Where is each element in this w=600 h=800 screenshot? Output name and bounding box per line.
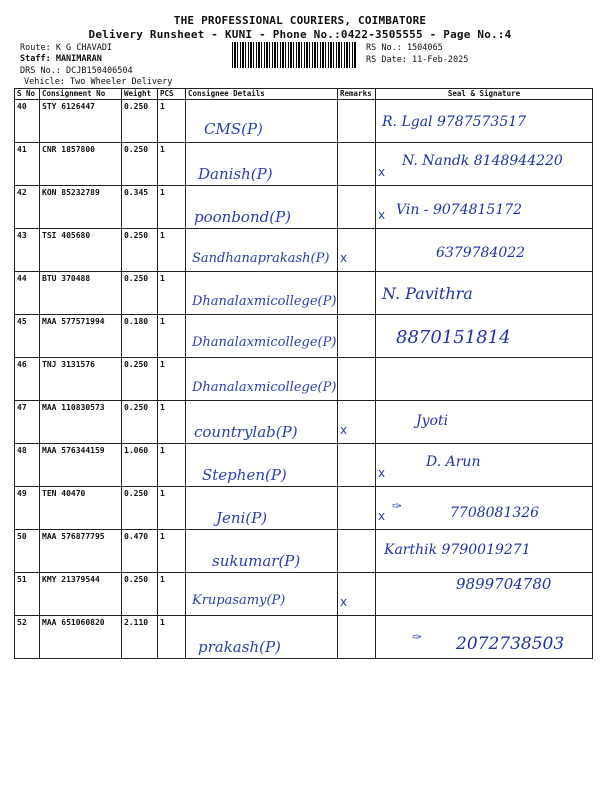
row-consignee <box>186 487 338 530</box>
row-weight: 0.250 <box>122 229 158 272</box>
row-pcs: 1 <box>158 358 186 401</box>
consignee-handwriting: countrylab(P) <box>194 423 298 441</box>
runsheet-title: THE PROFESSIONAL COURIERS, COIMBATORE <box>173 14 427 27</box>
row-signature <box>376 358 593 401</box>
table-row <box>15 100 593 143</box>
runsheet-subtitle: Delivery Runsheet - KUNI - Phone No.:0422-3505555 - Page No.:4 <box>88 28 512 41</box>
row-consignee <box>186 616 338 659</box>
row-pcs: 1 <box>158 186 186 229</box>
rs-number: RS No.: 1504065 <box>366 43 443 53</box>
stamp-icon: ✑ <box>392 499 403 513</box>
row-consignee <box>186 272 338 315</box>
table-row <box>15 315 593 358</box>
col-remarks: Remarks <box>338 89 376 100</box>
row-weight: 0.250 <box>122 573 158 616</box>
delivered-mark: x <box>340 595 348 609</box>
row-consignee <box>186 143 338 186</box>
delivered-mark: x <box>340 423 348 437</box>
row-sno: 45 <box>15 315 40 358</box>
row-consignee <box>186 444 338 487</box>
table-row <box>15 616 593 659</box>
row-consignee <box>186 229 338 272</box>
row-consignment: KMY 21379544 <box>40 573 122 616</box>
signature-handwriting: 9899704780 <box>456 575 552 593</box>
row-sno: 43 <box>15 229 40 272</box>
col-consignee: Consignee Details <box>186 89 338 100</box>
row-consignment: MAA 576344159 <box>40 444 122 487</box>
consignee-handwriting: prakash(P) <box>198 638 281 656</box>
table-row <box>15 186 593 229</box>
barcode <box>232 42 356 68</box>
row-pcs: 1 <box>158 401 186 444</box>
row-sno: 48 <box>15 444 40 487</box>
row-remarks <box>338 186 376 229</box>
row-sno: 42 <box>15 186 40 229</box>
row-sno: 41 <box>15 143 40 186</box>
row-weight: 0.470 <box>122 530 158 573</box>
signature-handwriting: 2072738503 <box>456 634 565 654</box>
consignee-handwriting: Dhanalaxmicollege(P) <box>192 294 337 309</box>
row-weight: 1.060 <box>122 444 158 487</box>
row-weight: 0.250 <box>122 143 158 186</box>
row-signature <box>376 616 593 659</box>
row-sno: 46 <box>15 358 40 401</box>
row-consignment: TNJ 3131576 <box>40 358 122 401</box>
row-remarks <box>338 401 376 444</box>
row-remarks <box>338 272 376 315</box>
row-weight: 0.345 <box>122 186 158 229</box>
row-consignment: KON 85232789 <box>40 186 122 229</box>
row-signature <box>376 186 593 229</box>
row-weight: 0.180 <box>122 315 158 358</box>
row-consignment: MAA 577571994 <box>40 315 122 358</box>
row-pcs: 1 <box>158 573 186 616</box>
row-signature <box>376 229 593 272</box>
row-remarks <box>338 229 376 272</box>
consignee-handwriting: Jeni(P) <box>216 509 268 527</box>
row-consignee <box>186 315 338 358</box>
row-pcs: 1 <box>158 143 186 186</box>
row-consignment: STY 6126447 <box>40 100 122 143</box>
row-weight: 0.250 <box>122 487 158 530</box>
row-sno: 51 <box>15 573 40 616</box>
consignee-handwriting: Dhanalaxmicollege(P) <box>192 380 337 395</box>
col-pcs: PCS <box>158 89 186 100</box>
row-remarks <box>338 315 376 358</box>
row-pcs: 1 <box>158 100 186 143</box>
col-consignment: Consignment No <box>40 89 122 100</box>
route-label: Route: K G CHAVADI <box>20 43 113 53</box>
col-weight: Weight <box>122 89 158 100</box>
table-header-row <box>15 89 593 100</box>
consignee-handwriting: Dhanalaxmicollege(P) <box>192 335 337 350</box>
stamp-icon: ✑ <box>412 630 423 644</box>
row-consignee <box>186 530 338 573</box>
vehicle-label: Vehicle: Two Wheeler Delivery <box>24 77 173 87</box>
table-row <box>15 487 593 530</box>
runsheet-table <box>14 88 593 659</box>
table-row <box>15 358 593 401</box>
table-row <box>15 272 593 315</box>
col-sno: S No <box>15 89 40 100</box>
table-row <box>15 530 593 573</box>
row-remarks <box>338 143 376 186</box>
row-signature <box>376 100 593 143</box>
signature-handwriting: N. Nandk 8148944220 <box>402 153 563 169</box>
row-remarks <box>338 616 376 659</box>
row-weight: 0.250 <box>122 272 158 315</box>
row-pcs: 1 <box>158 272 186 315</box>
row-remarks <box>338 100 376 143</box>
row-consignee <box>186 401 338 444</box>
signature-handwriting: 7708081326 <box>450 505 540 521</box>
row-weight: 0.250 <box>122 100 158 143</box>
row-remarks <box>338 530 376 573</box>
drs-number: DRS No.: DCJB150406504 <box>20 66 133 76</box>
consignee-handwriting: CMS(P) <box>204 120 263 138</box>
signature-handwriting: Vin - 9074815172 <box>396 202 523 218</box>
row-consignment: CNR 1857800 <box>40 143 122 186</box>
consignee-handwriting: Stephen(P) <box>202 466 287 484</box>
row-consignment: MAA 651060820 <box>40 616 122 659</box>
table-row <box>15 143 593 186</box>
signature-handwriting: R. Lgal 9787573517 <box>382 114 527 130</box>
row-remarks <box>338 444 376 487</box>
row-pcs: 1 <box>158 487 186 530</box>
row-weight: 2.110 <box>122 616 158 659</box>
row-sno: 44 <box>15 272 40 315</box>
row-consignee <box>186 186 338 229</box>
col-signature: Seal & Signature <box>376 89 593 100</box>
row-signature <box>376 315 593 358</box>
consignee-handwriting: sukumar(P) <box>212 552 301 570</box>
row-sno: 50 <box>15 530 40 573</box>
row-weight: 0.250 <box>122 358 158 401</box>
delivered-mark: x <box>340 251 348 265</box>
row-consignment: MAA 576877795 <box>40 530 122 573</box>
row-signature <box>376 444 593 487</box>
row-signature <box>376 401 593 444</box>
signature-handwriting: N. Pavithra <box>382 284 473 303</box>
staff-label: Staff: MANIMARAN <box>20 54 102 64</box>
row-sno: 49 <box>15 487 40 530</box>
row-pcs: 1 <box>158 444 186 487</box>
row-consignment: TEN 40470 <box>40 487 122 530</box>
signature-handwriting: 6379784022 <box>436 245 526 261</box>
row-pcs: 1 <box>158 315 186 358</box>
row-sno: 40 <box>15 100 40 143</box>
row-consignment: TSI 405680 <box>40 229 122 272</box>
row-weight: 0.250 <box>122 401 158 444</box>
signature-handwriting: Jyoti <box>416 413 449 429</box>
table-row <box>15 229 593 272</box>
row-signature <box>376 573 593 616</box>
row-consignee <box>186 358 338 401</box>
delivered-mark: x <box>378 165 386 179</box>
consignee-handwriting: Sandhanaprakash(P) <box>192 251 330 266</box>
delivered-mark: x <box>378 208 386 222</box>
row-remarks <box>338 358 376 401</box>
row-consignee <box>186 100 338 143</box>
row-remarks <box>338 573 376 616</box>
row-sno: 52 <box>15 616 40 659</box>
signature-handwriting: D. Arun <box>426 454 481 470</box>
row-signature <box>376 143 593 186</box>
row-pcs: 1 <box>158 616 186 659</box>
table-row <box>15 401 593 444</box>
table-row <box>15 444 593 487</box>
row-consignment: MAA 110830573 <box>40 401 122 444</box>
consignee-handwriting: Krupasamy(P) <box>192 593 286 608</box>
row-remarks <box>338 487 376 530</box>
delivered-mark: x <box>378 509 386 523</box>
row-signature <box>376 272 593 315</box>
rs-date: RS Date: 11-Feb-2025 <box>366 55 469 65</box>
table-row <box>15 573 593 616</box>
consignee-handwriting: Danish(P) <box>198 165 273 183</box>
delivered-mark: x <box>378 466 386 480</box>
signature-handwriting: 8870151814 <box>396 327 511 348</box>
row-pcs: 1 <box>158 530 186 573</box>
consignee-handwriting: poonbond(P) <box>194 208 292 226</box>
signature-handwriting: Karthik 9790019271 <box>384 542 531 558</box>
row-sno: 47 <box>15 401 40 444</box>
row-consignee <box>186 573 338 616</box>
row-pcs: 1 <box>158 229 186 272</box>
row-signature <box>376 530 593 573</box>
row-consignment: BTU 370488 <box>40 272 122 315</box>
row-signature <box>376 487 593 530</box>
